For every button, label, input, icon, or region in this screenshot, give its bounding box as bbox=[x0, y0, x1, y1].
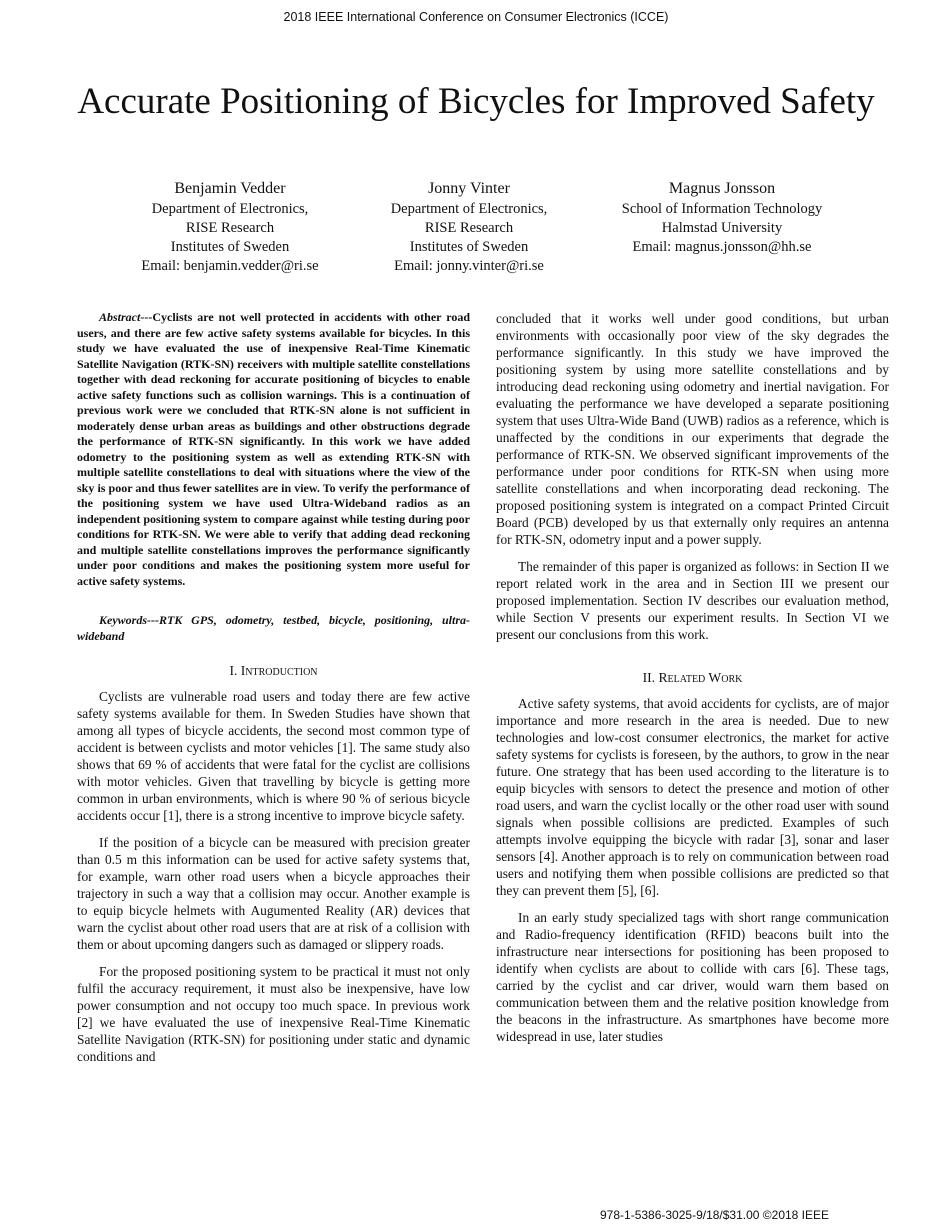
author-affiliation: Department of Electronics, bbox=[151, 201, 309, 217]
paragraph: Active safety systems, that avoid accidents for cyclists, are of major importance and more research in the area is needed. Due to new technologies and low-cost consumer electronics, the market for active safety systems for cyclists is foreseen, by the authors, to grow in the near future. One strategy that has been used according to the literature is to equip bicycles with sensors to detect the presence and motion of other road users, and warn the cyclist locally or the other road user with sound signals when possible collisions are predicted. Examples of such attempts involve equipping the bicycle with radar [3], sonar and laser sensors [4]. Another approach is to rely on communication between road users and notifying them when possible collisions are predicted so that they can prevent them [5], [6]. bbox=[496, 696, 889, 898]
keywords: Keywords---RTK GPS, odometry, testbed, bicycle, positioning, ultra-wideband bbox=[77, 613, 470, 643]
paragraph: Cyclists are vulnerable road users and today there are few active safety systems available for them. In Sweden Studies have shown that among all types of bicycle accidents, the second most common type of accident is between cyclists and motor vehicles [1]. The same study also shows that 69 % of accidents that were fatal for the cyclist are collisions with motor vehicles. Given that travelling by bicycle is getting more common in urban environments, which is where 90 % of serious bicycle accidents occur [1], there is a strong incentive to improve bicycle safety. bbox=[77, 689, 470, 823]
author-email: Email: jonny.vinter@ri.se bbox=[394, 258, 544, 274]
copyright-footer: 978-1-5386-3025-9/18/$31.00 ©2018 IEEE bbox=[600, 1208, 830, 1222]
author-name: Benjamin Vedder bbox=[174, 180, 286, 197]
paragraph: concluded that it works well under good conditions, but urban environments with occasionally poor view of the sky degrades the performance significantly. In this study we have improved the positioning system by using more satellite constellations and by introducing dead reckoning using odometry and inertial navigation. For evaluating the performance we have developed a separate positioning system that uses Ultra-Wide Band (UWB) radios as a reference, which is unaffected by the conditions in our experiments that degrade the performance of RTK-SN. We observed significant improvements of the performance under poor conditions for RTK-SN when using more satellite constellations and when incorporating dead reckoning. The proposed positioning system is integrated on a compact Printed Circuit Board (PCB) developed by us that externally only requires an antenna for RTK-SN, odometry input and a power supply. bbox=[496, 311, 889, 547]
author-3 bbox=[592, 178, 852, 257]
right-column bbox=[496, 310, 889, 1055]
author-email: Email: magnus.jonsson@hh.se bbox=[632, 239, 812, 255]
conference-header: 2018 IEEE International Conference on Consumer Electronics (ICCE) bbox=[283, 10, 669, 24]
author-email: Email: benjamin.vedder@ri.se bbox=[141, 258, 319, 274]
author-affiliation: Institutes of Sweden bbox=[409, 239, 529, 255]
author-affiliation: RISE Research bbox=[185, 220, 275, 236]
paper-title: Accurate Positioning of Bicycles for Improved Safety bbox=[77, 81, 875, 122]
section-heading-introduction: I. Introduction bbox=[229, 663, 318, 678]
section-heading-related-work: II. Related Work bbox=[642, 670, 743, 685]
paragraph: If the position of a bicycle can be measured with precision greater than 0.5 m this information can be used for active safety systems that, for example, warn other road users when a bicycle approaches their trajectory in such a way that a collision may occur. Another example is to equip bicycle helmets with Augumented Reality (AR) devices that warn the cyclist about other road users that are at risk of a collision with them or about upcoming dangers such as damaged or slippery roads. bbox=[77, 835, 470, 952]
author-affiliation: Department of Electronics, bbox=[390, 201, 548, 217]
abstract-lead: Abstract--- bbox=[99, 310, 153, 324]
author-affiliation: Institutes of Sweden bbox=[170, 239, 290, 255]
author-name: Magnus Jonsson bbox=[668, 180, 776, 197]
author-2 bbox=[339, 178, 599, 276]
paragraph: The remainder of this paper is organized as follows: in Section II we report related work in the area and in Section III we present our proposed implementation. Section IV describes our evaluation method, while Section V presents our experiment results. In Section VI we present our conclusions from this work. bbox=[496, 559, 889, 642]
author-affiliation: Halmstad University bbox=[661, 220, 783, 236]
author-affiliation: School of Information Technology bbox=[621, 201, 823, 217]
author-name: Jonny Vinter bbox=[428, 180, 510, 197]
abstract-text: Cyclists are not well protected in accidents with other road users, and there are few active safety systems available for bicycles. In this study we have evaluated the use of inexpensive Real-Time Kinematic Satellite Navigation (RTK-SN) receivers with multiple satellite constellations together with dead reckoning for accurate positioning of bicycles to enable active safety functions such as collision warnings. This is a continuation of previous work were we concluded that RTK-SN alone is not sufficient in moderately dense urban areas as buildings and other obstructions degrade the performance of RTK-SN significantly. In this work we have added odometry to the positioning system as well as extending RTK-SN with multiple satellite constellations to deal with situations where the view of the sky is poor and thus fewer satellites are in view. To verify the performance of the positioning system we have used Ultra-Wideband radios as an independent positioning system to compare against while testing during poor conditions for RTK-SN. We were able to verify that adding dead reckoning and multiple satellite constellations improves the performance significantly under poor conditions and makes the positioning system more useful for active safety systems. bbox=[77, 310, 470, 588]
paragraph: For the proposed positioning system to be practical it must not only fulfil the accuracy requirement, it must also be inexpensive, have low power consumption and not occupy too much space. In previous work [2] we have evaluated the use of inexpensive Real-Time Kinematic Satellite Navigation (RTK-SN) for positioning under static and dynamic conditions and bbox=[77, 964, 470, 1064]
author-affiliation: RISE Research bbox=[424, 220, 514, 236]
paragraph: In an early study specialized tags with short range communication and Radio-frequency identification (RFID) beacons built into the infrastructure near intersections for positioning has been proposed to identify when cyclists are about to collide with cars [6]. These tags, carried by the cyclist and car driver, would warn them based on communication between them and the relative position knowledge from the beacons in the infrastructure. As smartphones have become more widespread in use, later studies bbox=[496, 910, 889, 1044]
abstract bbox=[77, 310, 470, 589]
left-column bbox=[77, 310, 470, 1075]
author-1 bbox=[100, 178, 360, 276]
